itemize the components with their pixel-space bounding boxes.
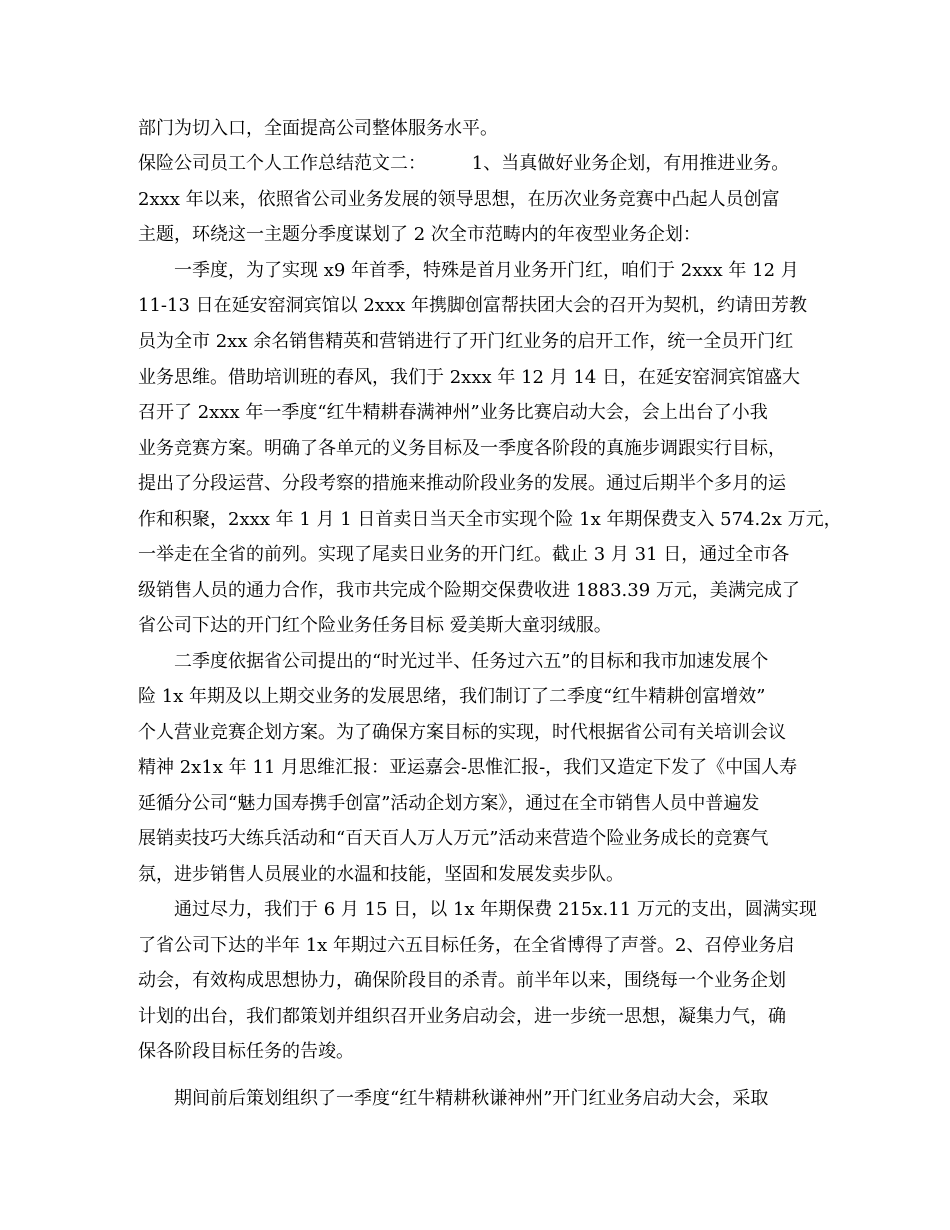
text-line: 险 1x 年期及以上期交业务的发展思绪，我们制订了二季度“红牛精耕创富增效” xyxy=(138,686,766,707)
text-line: 召开了 2xxx 年一季度“红牛精耕春满神州”业务比赛启动大会，会上出台了小我 xyxy=(138,402,768,423)
text-line: 期间前后策划组织了一季度“红牛精耕秋谦神州”开门红业务启动大会，采取 xyxy=(174,1088,769,1109)
text-line: 一举走在全省的前列。实现了尾卖日业务的开门红。截止 3 月 31 日，通过全市各 xyxy=(138,544,790,565)
text-line: 作和积聚，2xxx 年 1 月 1 日首卖日当天全市实现个险 1x 年期保费支入 574.2x 万元， xyxy=(138,509,842,530)
text-line: 氛，进步销售人员展业的水温和技能，坚固和发展发卖步队。 xyxy=(138,864,624,885)
text-line: 动会，有效构成思想协力，确保阶段目的杀青。前半年以来，围绕每一个业务企划 xyxy=(138,970,786,991)
text-line: 2xxx 年以来，依照省公司业务发展的领导思想，在历次业务竞赛中凸起人员创富 xyxy=(138,189,780,210)
text-line: 主题，环绕这一主题分季度谋划了 2 次全市范畴内的年夜型业务企划： xyxy=(138,224,701,245)
text-line: 二季度依据省公司提出的“时光过半、任务过六五”的目标和我市加速发展个 xyxy=(174,651,769,672)
text-line: 精神 2x1x 年 11 月思维汇报：亚运嘉会-思惟汇报-，我们又造定下发了《中国人寿 xyxy=(138,757,798,778)
text-line: 保险公司员工个人工作总结范文二： 1、当真做好业务企划，有用推进业务。 xyxy=(138,153,790,174)
text-line: 保各阶段目标任务的告竣。 xyxy=(138,1041,354,1062)
text-line: 11-13 日在延安窑洞宾馆以 2xxx 年携脚创富帮扶团大会的召开为契机，约请田芳教 xyxy=(138,295,807,316)
text-line: 提出了分段运营、分段考察的措施来推动阶段业务的发展。通过后期半个多月的运 xyxy=(138,473,786,494)
text-line: 计划的出台，我们都策划并组织召开业务启动会，进一步统一思想，凝集力气，确 xyxy=(138,1006,786,1027)
text-line: 延循分公司“魅力国寿携手创富”活动企划方案》，通过在全市销售人员中普遍发 xyxy=(138,793,760,814)
text-line: 展销卖技巧大练兵活动和“百天百人万人万元”活动来营造个险业务成长的竞赛气 xyxy=(138,828,769,849)
text-line: 部门为切入口，全面提高公司整体服务水平。 xyxy=(138,118,498,139)
text-line: 通过尽力，我们于 6 月 15 日，以 1x 年期保费 215x.11 万元的支出，圆满实现 xyxy=(174,899,817,920)
text-line: 级销售人员的通力合作，我市共完成个险期交保费收进 1883.39 万元，美满完成了 xyxy=(138,580,800,601)
text-line: 业务竞赛方案。明确了各单元的义务目标及一季度各阶段的真施步调跟实行目标， xyxy=(138,438,786,459)
text-line: 省公司下达的开门红个险业务任务目标 爱美斯大童羽绒服。 xyxy=(138,615,612,636)
text-line: 业务思维。借助培训班的春风，我们于 2xxx 年 12 月 14 日，在延安窑洞宾馆盛大 xyxy=(138,367,801,388)
text-line: 员为全市 2xx 余名销售精英和营销进行了开门红业务的启开工作，统一全员开门红 xyxy=(138,331,794,352)
text-line: 了省公司下达的半年 1x 年期过六五目标任务，在全省博得了声誉。2、召停业务启 xyxy=(138,935,795,956)
text-line: 一季度，为了实现 x9 年首季，特殊是首月业务开门红，咱们于 2xxx 年 12 月 xyxy=(174,260,799,281)
text-line: 个人营业竞赛企划方案。为了确保方案目标的实现，时代根据省公司有关培训会议 xyxy=(138,722,786,743)
